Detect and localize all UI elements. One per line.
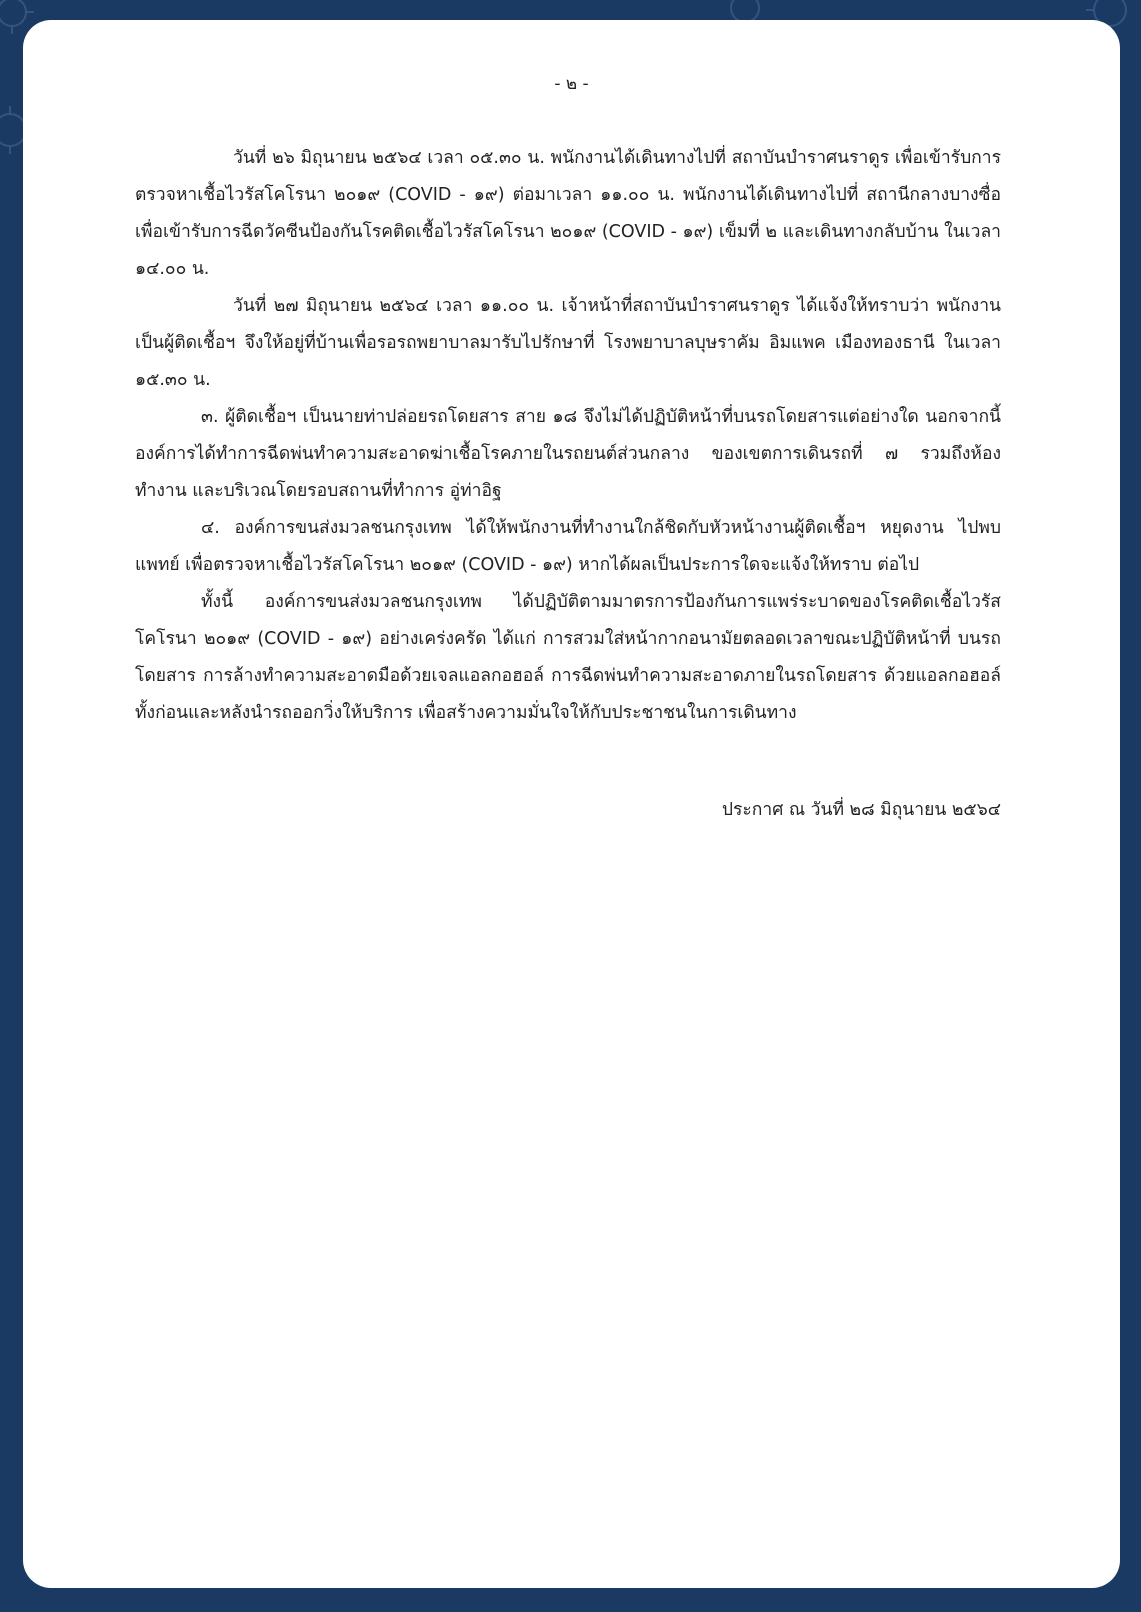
paragraph-june-27: วันที่ ๒๗ มิถุนายน ๒๕๖๔ เวลา ๑๑.๐๐ น. เจ้าหน้าที่สถาบันบำราศนราดูร ได้แจ้งให้ทราบว่า พนักงานเป็นผู้ติดเชื้อฯ จึงให้อยู่ที่บ้านเพื่อรอรถพยาบาลมารับไปรักษาที่ โรงพยาบาลบุษราคัม อิมแพค เมืองทองธานี ในเวลา ๑๕.๓๐ น.	[135, 296, 1001, 390]
announcement-date: ประกาศ ณ วันที่ ๒๘ มิถุนายน ๒๕๖๔	[721, 800, 1001, 820]
paragraph-item-3: ๓. ผู้ติดเชื้อฯ เป็นนายท่าปล่อยรถโดยสาร สาย ๑๘ จึงไม่ได้ปฏิบัติหน้าที่บนรถโดยสารแต่อย่างใด นอกจากนี้ องค์การได้ทำการฉีดพ่นทำความสะอาดฆ่าเชื้อโรคภายในรถยนต์ส่วนกลาง ของเขตการเดินรถที่ ๗ รวมถึงห้องทำงาน และบริเวณโดยรอบสถานที่ทำการ อู่ท่าอิฐ	[135, 407, 1001, 501]
paragraph-june-26: วันที่ ๒๖ มิถุนายน ๒๕๖๔ เวลา ๐๕.๓๐ น. พนักงานได้เดินทางไปที่ สถาบันบำราศนราดูร เพื่อเข้ารับการตรวจหาเชื้อไวรัสโคโรนา ๒๐๑๙ (COVID - ๑๙) ต่อมาเวลา ๑๑.๐๐ น. พนักงานได้เดินทางไปที่ สถานีกลางบางซื่อ เพื่อเข้ารับการฉีดวัคซีนป้องกันโรคติดเชื้อไวรัสโคโรนา ๒๐๑๙ (COVID - ๑๙) เข็มที่ ๒ และเดินทางกลับบ้าน ในเวลา ๑๔.๐๐ น.	[135, 148, 1001, 279]
document-body	[135, 140, 1001, 732]
document-page	[23, 20, 1120, 1588]
paragraph-item-4: ๔. องค์การขนส่งมวลชนกรุงเทพ ได้ให้พนักงานที่ทำงานใกล้ชิดกับหัวหน้างานผู้ติดเชื้อฯ หยุดงาน ไปพบแพทย์ เพื่อตรวจหาเชื้อไวรัสโคโรนา ๒๐๑๙ (COVID - ๑๙) หากได้ผลเป็นประการใดจะแจ้งให้ทราบ ต่อไป	[135, 518, 1001, 575]
paragraph-measures: ทั้งนี้ องค์การขนส่งมวลชนกรุงเทพ ได้ปฏิบัติตามมาตรการป้องกันการแพร่ระบาดของโรคติดเชื้อไวรัส โคโรนา ๒๐๑๙ (COVID - ๑๙) อย่างเคร่งครัด ได้แก่ การสวมใส่หน้ากากอนามัยตลอดเวลาขณะปฏิบัติหน้าที่ บนรถโดยสาร การล้างทำความสะอาดมือด้วยเจลแอลกอฮอล์ การฉีดพ่นทำความสะอาดภายในรถโดยสาร ด้วยแอลกอฮอล์ ทั้งก่อนและหลังนำรถออกวิ่งให้บริการ เพื่อสร้างความมั่นใจให้กับประชาชนในการเดินทาง	[135, 592, 1001, 723]
page-number: - ๒ -	[554, 74, 589, 94]
